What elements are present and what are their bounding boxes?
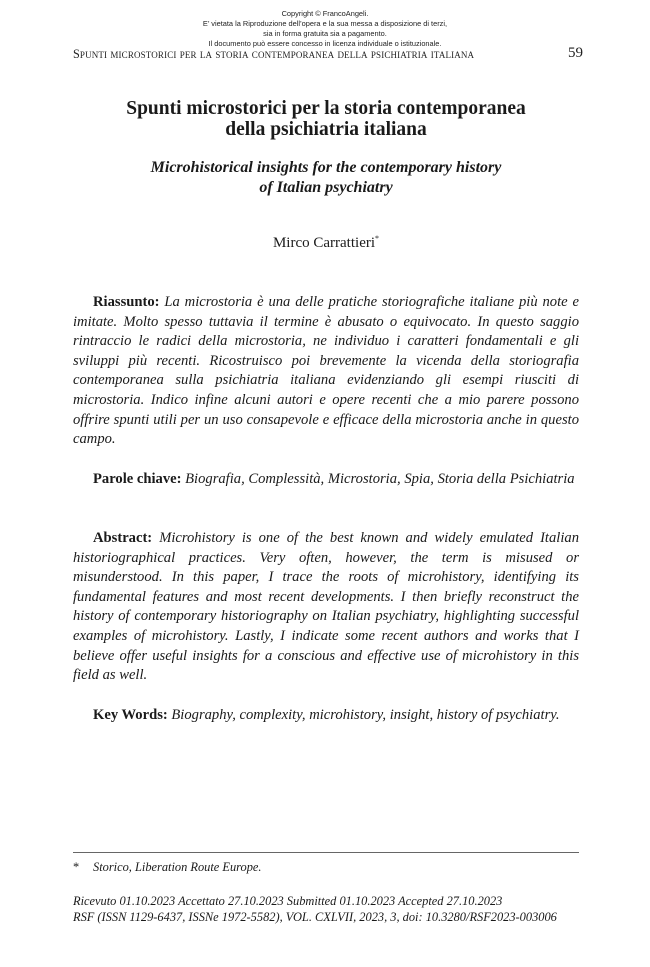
footnote-divider xyxy=(73,852,579,853)
article-subtitle-line: of Italian psychiatry xyxy=(259,179,393,196)
riassunto-text: La microstoria è una delle pratiche storiografiche italiane più note e imitate. Molto spesso tuttavia il termine è abusato o equivocato. In questo saggio rintraccio le radici della microstoria, ne individuo i caratteri fondamentali e gli sviluppi più recenti. Ricostruisco poi brevemente la vicenda della storiografia contemporanea sulla psichiatria italiana evidenziando gli esempi riusciti di microstoria. Indico infine alcuni autori e opere recenti che a mio parere possono offrire spunti utili per un uso consapevole e efficace della microstoria anche in questo campo. xyxy=(73,294,579,448)
key-words-paragraph xyxy=(73,706,579,726)
key-words-label: Key Words: xyxy=(93,707,168,723)
footnote-text: Storico, Liberation Route Europe. xyxy=(93,860,262,874)
publication-dates: Ricevuto 01.10.2023 Accettato 27.10.2023 Submitted 01.10.2023 Accepted 27.10.2023 xyxy=(73,894,503,908)
copyright-line: Copyright © FrancoAngeli. xyxy=(281,9,369,18)
article-subtitle xyxy=(73,158,579,198)
author-line xyxy=(73,234,579,252)
parole-chiave-text: Biografia, Complessità, Microstoria, Spia, Storia della Psichiatria xyxy=(185,471,575,487)
publication-citation: RSF (ISSN 1129-6437, ISSNe 1972-5582), VOL. CXLVII, 2023, 3, doi: 10.3280/RSF2023-003006 xyxy=(73,910,557,924)
publication-info xyxy=(73,893,593,925)
riassunto-paragraph xyxy=(73,293,579,450)
footnote xyxy=(73,860,579,875)
copyright-line: Il documento può essere concesso in licenza individuale o istituzionale. xyxy=(208,39,442,48)
abstract-paragraph xyxy=(73,529,579,686)
running-head xyxy=(73,45,583,65)
parole-chiave-paragraph xyxy=(73,470,579,490)
riassunto-label: Riassunto: xyxy=(93,294,160,310)
article-title xyxy=(73,98,579,140)
article-title-line: della psichiatria italiana xyxy=(225,119,427,140)
parole-chiave-label: Parole chiave: xyxy=(93,471,182,487)
abstract-text: Microhistory is one of the best known and widely emulated Italian historiographical practices. Very often, however, the term is misused or misunderstood. In this paper, I trace the roots of microhistory, identifying its fundamental features and most recent developments. I then briefly reconstruct the history of contemporary historiography on Italian psychiatry, highlighting successful examples of microhistory. Lastly, I indicate some recent authors and works that I believe offer useful insights for a conscious and effective use of microhistory in this field as well. xyxy=(73,530,579,684)
copyright-line: E’ vietata la Riproduzione dell’opera e la sua messa a disposizione di terzi, xyxy=(202,19,448,28)
abstract-label: Abstract: xyxy=(93,530,153,546)
running-head-title: Spunti microstorici per la storia contemporanea della psichiatria italiana xyxy=(73,47,475,61)
page-number: 59 xyxy=(568,45,583,61)
footnote-mark: * xyxy=(73,860,80,874)
key-words-text: Biography, complexity, microhistory, insight, history of psychiatry. xyxy=(171,707,560,723)
article-title-line: Spunti microstorici per la storia contemporanea xyxy=(126,98,526,119)
author-footnote-mark: * xyxy=(375,234,380,243)
article-subtitle-line: Microhistorical insights for the contemporary history xyxy=(150,159,502,176)
copyright-line: sia in forma gratuita sia a pagamento. xyxy=(263,29,387,38)
copyright-notice xyxy=(0,9,650,49)
author-name: Mirco Carrattieri xyxy=(272,235,376,251)
